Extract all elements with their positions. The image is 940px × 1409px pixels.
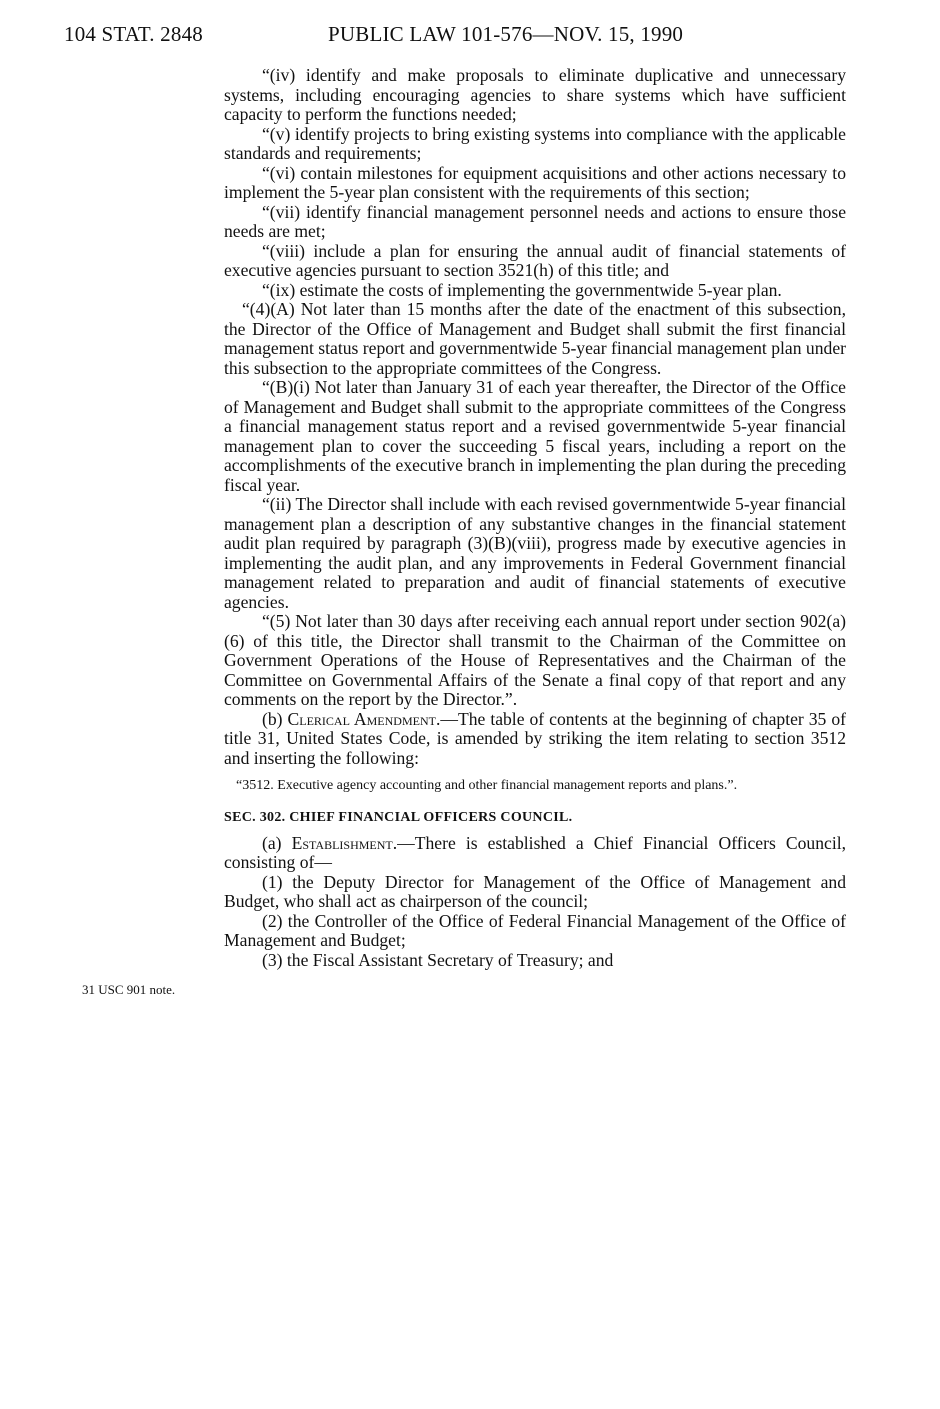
council-member-1: (1) the Deputy Director for Management of the Office of Management and Budget, who shall act as chairperson of the council; xyxy=(224,871,846,911)
establishment-text: —There is established a Chief Financial Officers Council, consisting of— xyxy=(224,832,846,872)
page-reference: 104 STAT. 2848 xyxy=(64,22,203,46)
clerical-amendment xyxy=(224,710,846,769)
paragraph-4a: “(4)(A) Not later than 15 months after the date of the enactment of this subsection, the Director of the Office of Management and Budget shall submit the first financial management status report and governmentwide 5-year financial management plan under this subsection to the appropriate committees of the Congress. xyxy=(224,299,846,378)
running-header xyxy=(64,22,864,52)
document-body xyxy=(224,66,846,970)
paragraph-v: “(v) identify projects to bring existing systems into compliance with the applicable standards and requirements; xyxy=(224,123,846,163)
paragraph-4b-ii: “(ii) The Director shall include with each revised governmentwide 5-year financial management plan a description of any substantive changes in the financial statement audit plan required by paragraph (3)(B)(viii), progress made by executive agencies in implementing the audit plan, and any improvements in Federal Government financial management related to preparation and audit of financial statements of executive agencies. xyxy=(224,494,846,612)
paragraph-4b-i: “(B)(i) Not later than January 31 of each year thereafter, the Director of the Office of Management and Budget shall submit to the appropriate committees of the Congress a financial management status report and a revised governmentwide 5-year financial management plan to cover the succeeding 5 fiscal years, including a report on the accomplishments of the executive branch in implementing the plan during the preceding fiscal year. xyxy=(224,377,846,495)
council-member-2: (2) the Controller of the Office of Federal Financial Management of the Office of Management and Budget; xyxy=(224,910,846,950)
paragraph-5: “(5) Not later than 30 days after receiving each annual report under section 902(a)(6) of this title, the Director shall transmit to the Chairman of the Committee on Government Operations of the House of Representatives and the Chairman of the Committee on Governmental Affairs of the Senate a final copy of that report and any comments on the report by the Director.”. xyxy=(224,611,846,709)
clerical-heading: Clerical Amendment. xyxy=(287,708,441,729)
paragraph-iv: “(iv) identify and make proposals to eliminate duplicative and unnecessary systems, including encouraging agencies to share systems which have sufficient capacity to perform the functions needed; xyxy=(224,65,846,124)
paragraph-vii: “(vii) identify financial management personnel needs and actions to ensure those needs are met; xyxy=(224,201,846,241)
toc-item: “3512. Executive agency accounting and other financial management reports and plans.”. xyxy=(236,778,738,793)
section-heading: SEC. 302. CHIEF FINANCIAL OFFICERS COUNCIL. xyxy=(224,810,573,825)
paragraph-vi: “(vi) contain milestones for equipment acquisitions and other actions necessary to implement the 5-year plan consistent with the requirements of this section; xyxy=(224,162,846,202)
establishment-prefix: (a) xyxy=(262,832,292,853)
council-member-3: (3) the Fiscal Assistant Secretary of Treasury; and xyxy=(262,949,614,970)
page-title: PUBLIC LAW 101-576—NOV. 15, 1990 xyxy=(328,22,684,46)
clerical-prefix: (b) xyxy=(262,708,288,729)
establishment-heading: Establishment. xyxy=(291,832,398,853)
margin-note: 31 USC 901 note. xyxy=(82,982,176,997)
paragraph-ix: “(ix) estimate the costs of implementing the governmentwide 5-year plan. xyxy=(262,279,782,300)
paragraph-viii: “(viii) include a plan for ensuring the annual audit of financial statements of executive agencies pursuant to section 3521(h) of this title; and xyxy=(224,240,846,280)
toc-block xyxy=(224,778,846,794)
establishment xyxy=(224,834,846,873)
clerical-text: —The table of contents at the beginning of chapter 35 of title 31, United States Code, is amended by striking the item relating to section 3512 and inserting the following: xyxy=(224,708,846,768)
